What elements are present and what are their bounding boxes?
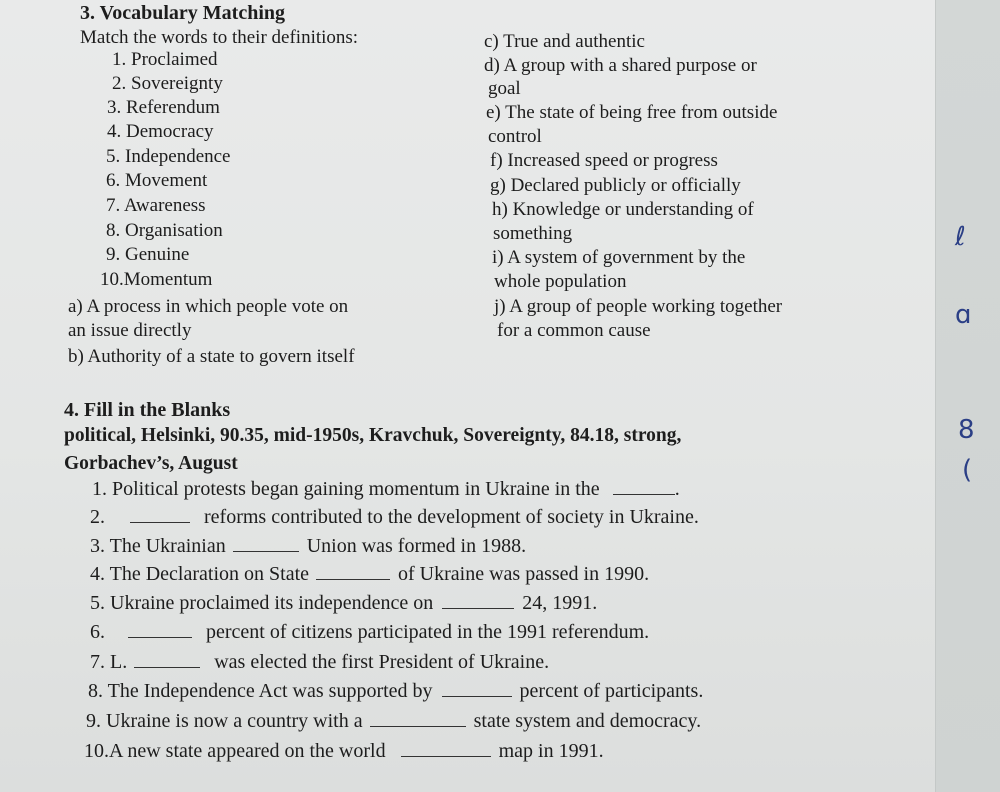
definition-a: an issue directly (68, 320, 192, 341)
definition-b: b) Authority of a state to govern itself (68, 346, 355, 367)
sentence-start: 10.A new state appeared on the world (84, 740, 386, 762)
sentence-start: 3. The Ukrainian (90, 535, 226, 557)
definition-d: d) A group with a shared purpose or (484, 55, 757, 76)
list-item: 7. Awareness (106, 195, 206, 216)
list-item: 1. Proclaimed (112, 49, 218, 70)
list-item: 9. Genuine (106, 244, 190, 265)
definition-g: g) Declared publicly or officially (490, 175, 741, 196)
list-item (88, 680, 703, 702)
sentence-end: state system and democracy. (473, 710, 702, 732)
definition-i: i) A system of government by the (492, 247, 746, 268)
sentence-start: 9. Ukraine is now a country with a (86, 710, 363, 732)
list-item: 4. Democracy (107, 121, 214, 142)
definition-h: something (493, 223, 573, 244)
sentence-end: percent of participants. (519, 680, 704, 702)
handwriting-scribble: ɑ (955, 300, 972, 330)
adjacent-page-edge (935, 0, 1000, 792)
answer-blank[interactable] (613, 480, 675, 495)
sentence-end: map in 1991. (498, 740, 604, 762)
list-item: 6. Movement (106, 170, 208, 191)
section-4-title: 4. Fill in the Blanks (64, 399, 231, 421)
sentence-start: 5. Ukraine proclaimed its independence on (90, 592, 434, 614)
definition-c: c) True and authentic (484, 31, 645, 52)
section-3-title: 3. Vocabulary Matching (80, 2, 286, 24)
definition-e: control (488, 126, 542, 147)
answer-blank[interactable] (130, 508, 190, 523)
definition-j: j) A group of people working together (494, 296, 783, 317)
definition-i: whole population (494, 271, 627, 292)
list-item: 3. Referendum (107, 97, 220, 118)
definition-e: e) The state of being free from outside (486, 102, 778, 123)
section-3-instruction: Match the words to their definitions: (80, 27, 359, 48)
list-item (86, 710, 701, 732)
answer-blank[interactable] (442, 594, 514, 609)
list-item (90, 651, 549, 673)
sentence-end: percent of citizens participated in the 1991 referendum. (206, 621, 650, 643)
answer-blank[interactable] (316, 565, 390, 580)
sentence-start: 7. L. (90, 651, 128, 673)
list-item (90, 506, 699, 528)
answer-blank[interactable] (128, 623, 192, 638)
sentence-start: 4. The Declaration on State (90, 563, 310, 585)
sentence-end: was elected the first President of Ukraine. (214, 651, 550, 673)
list-item (90, 535, 526, 557)
sentence-end: of Ukraine was passed in 1990. (398, 563, 650, 585)
sentence-start: 8. The Independence Act was supported by (88, 680, 433, 702)
sentence-end: 24, 1991. (522, 592, 598, 614)
sentence-start: 2. (90, 506, 105, 528)
answer-blank[interactable] (401, 742, 491, 757)
sentence-end: Union was formed in 1988. (306, 535, 527, 557)
list-item: 5. Independence (106, 146, 231, 167)
answer-blank[interactable] (134, 653, 200, 668)
definition-a: a) A process in which people vote on (68, 296, 349, 317)
word-bank: political, Helsinki, 90.35, mid-1950s, Kravchuk, Sovereignty, 84.18, strong, (64, 425, 682, 446)
definition-d: goal (488, 78, 521, 99)
definition-h: h) Knowledge or understanding of (492, 199, 754, 220)
word-bank: Gorbachev’s, August (64, 453, 238, 474)
list-item (92, 478, 680, 500)
sentence-start: 6. (90, 621, 105, 643)
handwriting-scribble: ℓ (955, 222, 966, 252)
sentence-end: . (674, 478, 680, 500)
list-item (90, 592, 597, 614)
list-item (90, 563, 649, 585)
definition-j: for a common cause (497, 320, 651, 341)
answer-blank[interactable] (442, 682, 512, 697)
sentence-end: reforms contributed to the development of society in Ukraine. (204, 506, 699, 528)
list-item: 8. Organisation (106, 220, 223, 241)
handwriting-scribble: 8 (958, 415, 975, 445)
answer-blank[interactable] (370, 712, 466, 727)
answer-blank[interactable] (233, 537, 299, 552)
list-item (84, 740, 604, 762)
list-item: 10.Momentum (100, 269, 213, 290)
sentence-start: 1. Political protests began gaining momentum in Ukraine in the (92, 478, 600, 500)
list-item (90, 621, 649, 643)
handwriting-scribble: ( (962, 455, 973, 485)
list-item: 2. Sovereignty (112, 73, 223, 94)
definition-f: f) Increased speed or progress (490, 150, 718, 171)
